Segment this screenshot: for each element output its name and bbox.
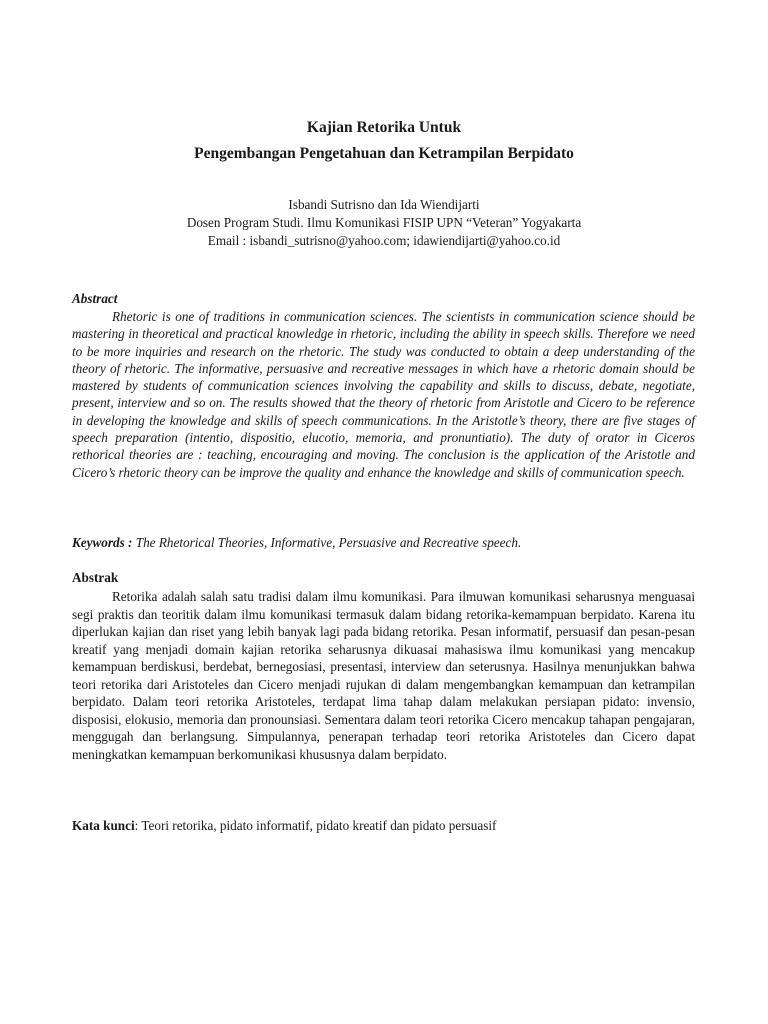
keywords-text: The Rhetorical Theories, Informative, Persuasive and Recreative speech.	[132, 535, 522, 550]
keywords-label: Keywords :	[72, 535, 133, 550]
abstrak-heading: Abstrak	[72, 570, 119, 585]
keywords-english	[72, 535, 695, 551]
email: Email : isbandi_sutrisno@yahoo.com; idawiendijarti@yahoo.co.id	[207, 233, 561, 248]
kata-kunci-label: Kata kunci	[72, 818, 135, 833]
abstract-english	[72, 291, 695, 481]
authors: Isbandi Sutrisno dan Ida Wiendijarti	[288, 197, 480, 212]
paper-title-line-1: Kajian Retorika Untuk	[306, 119, 462, 136]
kata-kunci-text: : Teori retorika, pidato informatif, pidato kreatif dan pidato persuasif	[134, 818, 497, 833]
abstract-indonesian	[72, 570, 695, 763]
author-info	[0, 196, 768, 250]
abstrak-body: Retorika adalah salah satu tradisi dalam ilmu komunikasi. Para ilmuwan komunikasi seharusnya menguasai segi praktis dan teoritik dalam ilmu komunikasi termasuk dalam bidang retorika-kemampuan berpidato. Karena itu diperlukan kajian dan riset yang lebih banyak lagi pada bidang retorika. Pesan informatif, persuasif dan pesan-pesan kreatif yang menjadi domain kajian retorika seharusnya dikuasai mahasiswa ilmu komunikasi yang mencakup kemampuan berdiskusi, berdebat, bernegosiasi, presentasi, interview dan seterusnya. Hasilnya menunjukkan bahwa teori retorika dari Aristoteles dan Cicero menjadi rujukan di dalam mengembangkan kemampuan dan ketrampilan berpidato. Dalam teori retorika Aristoteles, terdapat lima tahap dalam melakukan persiapan pidato: invensio, disposisi, elokusio, memoria dan pronounsiasi. Sementara dalam teori retorika Cicero mencakup tahapan pengajaran, menggugah dan berlangsung. Simpulannya, penerapan terhadap teori retorika Aristoteles dan Cicero dapat meningkatkan kemampuan berkomunikasi khususnya dalam berpidato.	[72, 589, 695, 762]
paper-title-line-2: Pengembangan Pengetahuan dan Ketrampilan Berpidato	[194, 145, 574, 162]
affiliation: Dosen Program Studi. Ilmu Komunikasi FISIP UPN “Veteran” Yogyakarta	[186, 215, 582, 230]
abstract-heading: Abstract	[72, 291, 118, 306]
keywords-indonesian	[72, 818, 695, 834]
abstract-body: Rhetoric is one of traditions in communication sciences. The scientists in communication science should be mastering in theoretical and practical knowledge in rhetoric, including the ability in speech skills. Therefore we need to be more inquiries and research on the rhetoric. The study was conducted to obtain a deep understanding of the theory of rhetoric. The informative, persuasive and recreative messages in which have a rhetoric domain should be mastered by students of communication sciences involving the capability and skills to discuss, debate, negotiate, present, interview and so on. The results showed that the theory of rhetoric from Aristotle and Cicero to be reference in developing the knowledge and skills of speech communications. In the Aristotle’s theory, there are five stages of speech preparation (intentio, dispositio, elucotio, memoria, and pronuntiatio). The duty of orator in Ciceros rethorical theories are : teaching, encouraging and moving. The conclusion is the application of the Aristotle and Cicero’s rhetoric theory can be improve the quality and enhance the knowledge and skills of communication speech.	[72, 309, 695, 480]
